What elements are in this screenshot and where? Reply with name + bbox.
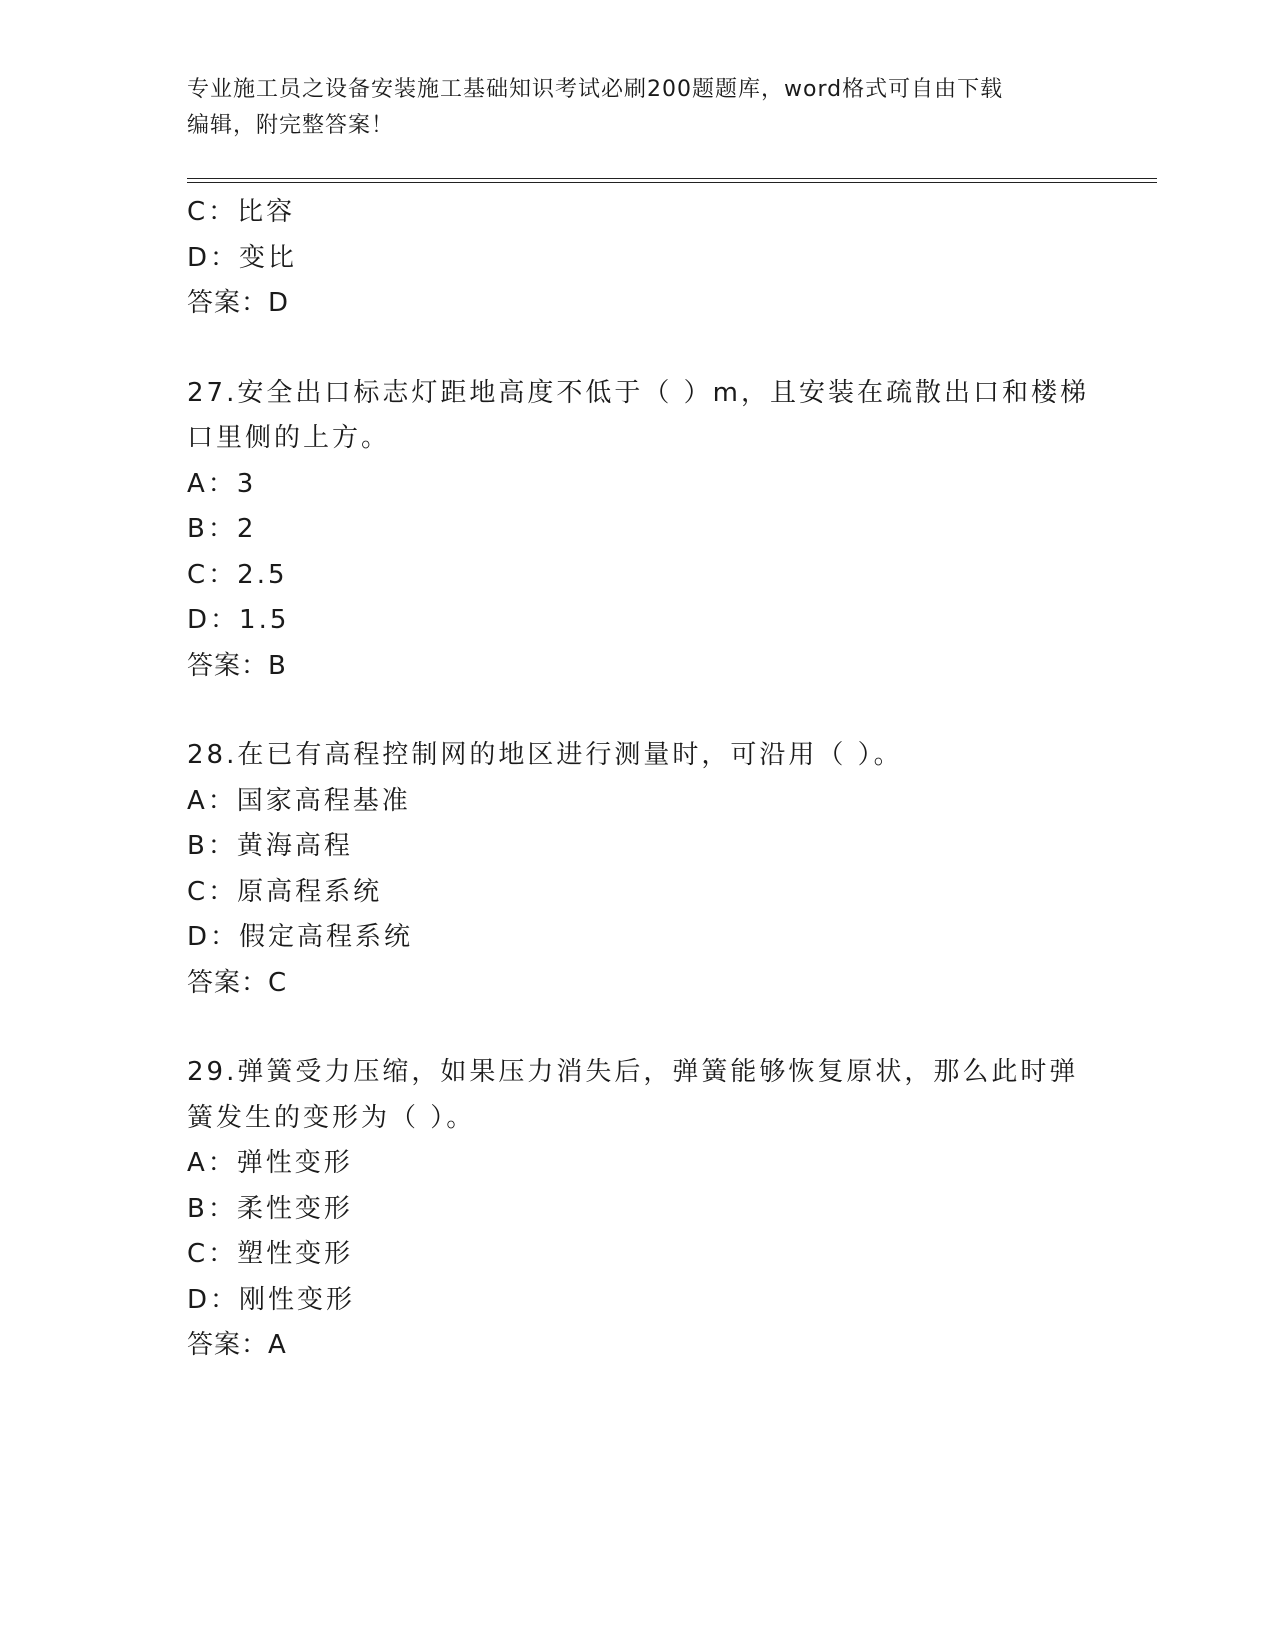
question-stem-line: 口里侧的上方。 — [187, 423, 391, 453]
option-d: D：假定高程系统 — [187, 922, 414, 952]
question-list — [187, 190, 1087, 1369]
option-b: B：柔性变形 — [187, 1193, 353, 1224]
header-line-1: 专业施工员之设备安装施工基础知识考试必刷200题题库，word格式可自由下载 — [187, 77, 1004, 102]
option-c: C：比容 — [187, 197, 296, 227]
option-a: A：国家高程基准 — [187, 785, 411, 816]
header-line-2: 编辑，附完整答案！ — [187, 113, 395, 138]
question-stem-line: 27.安全出口标志灯距地高度不低于（ ）m，且安装在疏散出口和楼梯 — [187, 377, 1089, 408]
option-d: D：变比 — [187, 242, 298, 273]
option-c: C：2.5 — [187, 559, 288, 590]
option-c: C：原高程系统 — [187, 876, 383, 907]
answer-line: 答案：A — [187, 1330, 287, 1360]
document-header — [187, 72, 1087, 144]
header-divider — [187, 178, 1157, 183]
option-b: B：黄海高程 — [187, 831, 353, 861]
question-27 — [187, 371, 1087, 690]
question-stem-line: 簧发生的变形为（ ）。 — [187, 1102, 476, 1133]
answer-line: 答案：C — [187, 967, 288, 998]
previous-question-tail — [187, 190, 1087, 327]
question-28 — [187, 733, 1087, 1006]
question-stem-line: 29.弹簧受力压缩，如果压力消失后，弹簧能够恢复原状，那么此时弹 — [187, 1057, 1079, 1087]
option-a: A：3 — [187, 468, 257, 499]
option-c: C：塑性变形 — [187, 1239, 354, 1269]
option-a: A：弹性变形 — [187, 1148, 353, 1178]
question-stem-line: 28.在已有高程控制网的地区进行测量时，可沿用（ ）。 — [187, 740, 903, 770]
option-b: B：2 — [187, 514, 257, 544]
option-d: D：刚性变形 — [187, 1284, 356, 1315]
answer-line: 答案：D — [187, 288, 290, 318]
question-29 — [187, 1050, 1087, 1369]
answer-line: 答案：B — [187, 650, 287, 681]
option-d: D：1.5 — [187, 605, 290, 635]
